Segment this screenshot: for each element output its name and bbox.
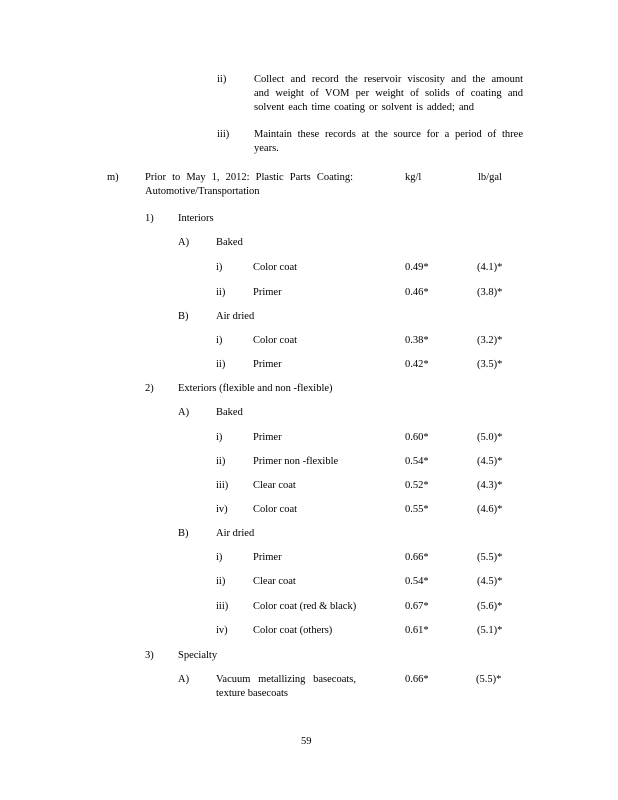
kg-value: 0.61* xyxy=(405,625,429,636)
coating-name: Color coat xyxy=(253,262,298,273)
coating-name: Clear coat xyxy=(253,576,296,587)
item-iii-line-2: years. xyxy=(254,143,279,154)
coating-name: Primer xyxy=(253,359,282,370)
item-ii-label: ii) xyxy=(217,74,227,85)
row-number: iv) xyxy=(216,625,228,636)
exteriors-baked-label: A) xyxy=(178,407,190,418)
row-number: iii) xyxy=(216,480,229,491)
interiors-air-dried-label: B) xyxy=(178,311,189,322)
coating-name-line-1: Vacuum metallizing basecoats, xyxy=(216,674,356,685)
lb-value: (4.3)* xyxy=(477,480,503,491)
lb-value: (5.6)* xyxy=(477,601,503,612)
kg-value: 0.52* xyxy=(405,480,429,491)
exteriors-title: Exteriors (flexible and non -flexible) xyxy=(178,383,333,394)
coating-name: Color coat xyxy=(253,504,298,515)
section-m-title-line-1: Prior to May 1, 2012: Plastic Parts Coating: xyxy=(145,172,353,183)
specialty-title: Specialty xyxy=(178,650,218,661)
item-iii-line-1: Maintain these records at the source for a period of three xyxy=(254,129,523,140)
lb-value: (3.5)* xyxy=(477,359,503,370)
coating-name: Clear coat xyxy=(253,480,296,491)
interiors-label: 1) xyxy=(145,213,154,224)
interiors-title: Interiors xyxy=(178,213,214,224)
row-number: iv) xyxy=(216,504,228,515)
kg-value: 0.38* xyxy=(405,335,429,346)
row-number: ii) xyxy=(216,576,226,587)
row-number: i) xyxy=(216,262,223,273)
page-number: 59 xyxy=(301,736,312,747)
coating-name: Color coat (others) xyxy=(253,625,333,636)
coating-name-line-2: texture basecoats xyxy=(216,688,289,699)
interiors-air-dried-title: Air dried xyxy=(216,311,255,322)
lb-value: (5.1)* xyxy=(477,625,503,636)
coating-name: Primer xyxy=(253,287,282,298)
kg-value: 0.67* xyxy=(405,601,429,612)
coating-name: Color coat xyxy=(253,335,298,346)
exteriors-air-dried-title: Air dried xyxy=(216,528,255,539)
kg-value: 0.54* xyxy=(405,456,429,467)
row-number: i) xyxy=(216,552,223,563)
exteriors-air-dried-label: B) xyxy=(178,528,189,539)
lb-value: (4.1)* xyxy=(477,262,503,273)
section-m-label: m) xyxy=(107,172,119,183)
kg-value: 0.66* xyxy=(405,674,429,685)
exteriors-label: 2) xyxy=(145,383,154,394)
column-header-lb-per-gal: lb/gal xyxy=(478,172,502,183)
interiors-baked-title: Baked xyxy=(216,237,243,248)
row-number: i) xyxy=(216,335,223,346)
lb-value: (3.8)* xyxy=(477,287,503,298)
kg-value: 0.55* xyxy=(405,504,429,515)
exteriors-baked-title: Baked xyxy=(216,407,243,418)
row-number: i) xyxy=(216,432,223,443)
coating-name: Primer non -flexible xyxy=(253,456,339,467)
kg-value: 0.42* xyxy=(405,359,429,370)
lb-value: (5.5)* xyxy=(477,552,503,563)
interiors-baked-label: A) xyxy=(178,237,190,248)
kg-value: 0.60* xyxy=(405,432,429,443)
column-header-kg-per-l: kg/l xyxy=(405,172,422,183)
lb-value: (4.5)* xyxy=(477,456,503,467)
item-ii-line-1: Collect and record the reservoir viscosity and the amount xyxy=(254,74,523,85)
kg-value: 0.49* xyxy=(405,262,429,273)
specialty-a-label: A) xyxy=(178,674,190,685)
lb-value: (4.6)* xyxy=(477,504,503,515)
item-ii-line-3: solvent each time coating or solvent is added; and xyxy=(254,102,474,113)
kg-value: 0.46* xyxy=(405,287,429,298)
coating-name: Primer xyxy=(253,432,282,443)
lb-value: (3.2)* xyxy=(477,335,503,346)
lb-value: (5.5)* xyxy=(476,674,502,685)
lb-value: (5.0)* xyxy=(477,432,503,443)
row-number: iii) xyxy=(216,601,229,612)
row-number: ii) xyxy=(216,456,226,467)
coating-name: Color coat (red & black) xyxy=(253,601,357,612)
kg-value: 0.66* xyxy=(405,552,429,563)
specialty-label: 3) xyxy=(145,650,154,661)
row-number: ii) xyxy=(216,287,226,298)
row-number: ii) xyxy=(216,359,226,370)
kg-value: 0.54* xyxy=(405,576,429,587)
item-iii-label: iii) xyxy=(217,129,230,140)
coating-name: Primer xyxy=(253,552,282,563)
section-m-title-line-2: Automotive/Transportation xyxy=(145,186,260,197)
lb-value: (4.5)* xyxy=(477,576,503,587)
item-ii-line-2: and weight of VOM per weight of solids of coating and xyxy=(254,88,523,99)
